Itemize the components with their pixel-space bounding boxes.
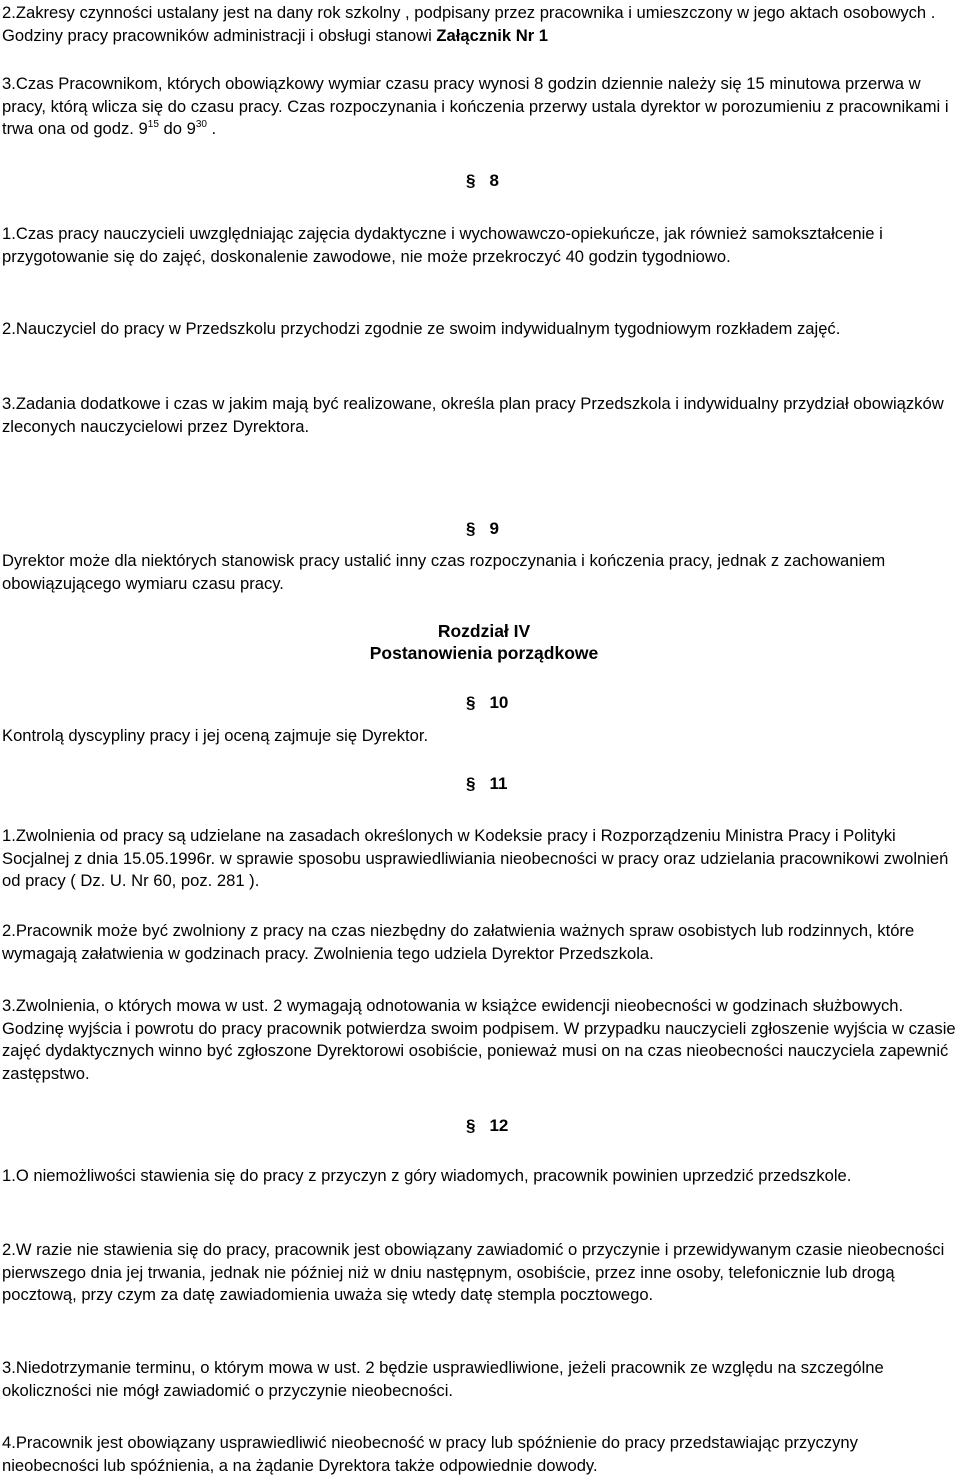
paragraph-text: .	[206, 119, 217, 139]
section-symbol: §	[466, 693, 476, 712]
section-8-paragraph-3: 3.Zadania dodatkowe i czas w jakim mają być realizowane, określa plan pracy Przedszkola i indywidualny przydział obowiązków zleconych nauczycielowi przez Dyrektora.	[2, 394, 944, 436]
section-11-paragraph-1: 1.Zwolnienia od pracy są udzielane na zasadach określonych w Kodeksie pracy i Rozporządzeniu Ministra Pracy i Polityki Socjalnej z dnia 15.05.1996r. w sprawie sposobu usprawiedliwiania nieobecności w pracy oraz udzielania pracownikowi zwolnień od pracy ( Dz. U. Nr 60, poz. 281 ).	[2, 826, 949, 891]
section-12-paragraph-2: 2.W razie nie stawienia się do pracy, pracownik jest obowiązany zawiadomić o przyczynie i przewidywanym czasie nieobecności pierwszego dnia jej trwania, jednak nie później niż w dniu następnym, osobiście, przez inne osoby, telefonicznie lub drogą pocztową, przy czym za datę zawiadomienia uważa się wtedy datę stempla pocztowego.	[2, 1240, 945, 1305]
paragraph-text: do 9	[158, 119, 196, 139]
section-symbol: §	[466, 1116, 476, 1135]
section-heading-12	[466, 1115, 508, 1138]
section-heading-10	[466, 692, 508, 715]
section-8-paragraph-2: 2.Nauczyciel do pracy w Przedszkolu przychodzi zgodnie ze swoim indywidualnym tygodniowym rozkładem zajęć.	[2, 319, 841, 338]
section-symbol: §	[466, 519, 476, 538]
section-10-paragraph: Kontrolą dyscypliny pracy i jej oceną zajmuje się Dyrektor.	[2, 726, 429, 745]
section-12-paragraph-3: 3.Niedotrzymanie terminu, o którym mowa w ust. 2 będzie usprawiedliwione, jeżeli pracownik ze względu na szczególne okoliczności nie mógł zawiadomić o przyczynie nieobecności.	[2, 1358, 884, 1400]
section-9-paragraph: Dyrektor może dla niektórych stanowisk pracy ustalić inny czas rozpoczynania i kończenia pracy, jednak z zachowaniem obowiązującego wymiaru czasu pracy.	[2, 551, 886, 593]
paragraph-3-break-time	[2, 73, 958, 141]
section-symbol: §	[466, 774, 476, 793]
section-heading-8	[466, 170, 499, 193]
section-heading-11	[466, 773, 507, 796]
superscript-minutes: 15	[147, 119, 159, 131]
section-11-paragraph-2: 2.Pracownik może być zwolniony z pracy na czas niezbędny do załatwienia ważnych spraw osobistych lub rodzinnych, które wymagają załatwienia w godzinach pracy. Zwolnienia tego udziela Dyrektor Przedszkola.	[2, 921, 915, 963]
paragraph-text: 3.Czas Pracownikom, których obowiązkowy wymiar czasu pracy wynosi 8 godzin dziennie należy się 15 minutowa przerwa w pracy, którą wlicza się do czasu pracy. Czas rozpoczynania i kończenia przerwy ustala dyrektor w porozumieniu z pracownikami i trwa ona od godz. 9	[2, 74, 949, 139]
section-12-paragraph-1: 1.O niemożliwości stawienia się do pracy z przyczyn z góry wiadomych, pracownik powinien uprzedzić przedszkole.	[2, 1166, 852, 1185]
attachment-reference: Załącznik Nr 1	[436, 25, 548, 45]
section-number: 10	[489, 693, 509, 712]
section-number: 11	[489, 774, 508, 793]
section-symbol: §	[466, 171, 476, 190]
section-12-paragraph-4: 4.Pracownik jest obowiązany usprawiedliwić nieobecność w pracy lub spóźnienie do pracy przedstawiając przyczyny nieobecności lub spóźnienia, a na żądanie Dyrektora także odpowiednie dowody.	[2, 1433, 858, 1475]
section-number: 12	[489, 1116, 509, 1135]
superscript-minutes: 30	[195, 119, 207, 131]
chapter-title: Rozdział IV	[437, 621, 531, 641]
section-11-paragraph-3: 3.Zwolnienia, o których mowa w ust. 2 wymagają odnotowania w książce ewidencji nieobecności w godzinach służbowych. Godzinę wyjścia i powrotu do pracy pracownik potwierdza swoim podpisem. W przypadku nauczycieli zgłoszenie wyjścia w czasie zajęć dydaktycznych winno być zgłoszone Dyrektorowi osobiście, ponieważ musi on na czas nieobecności nauczyciela zapewnić zastępstwo.	[2, 996, 956, 1083]
section-number: 8	[489, 171, 499, 190]
chapter-subtitle: Postanowienia porządkowe	[369, 643, 599, 663]
section-8-paragraph-1: 1.Czas pracy nauczycieli uwzględniając zajęcia dydaktyczne i wychowawczo-opiekuńcze, jak również samokształcenie i przygotowanie się do zajęć, doskonalenie zawodowe, nie może przekroczyć 40 godzin tygodniowo.	[2, 224, 883, 266]
paragraph-2-scope-of-duties	[2, 2, 958, 47]
section-heading-9	[466, 518, 499, 541]
section-number: 9	[489, 519, 499, 538]
paragraph-text: 2.Zakresy czynności ustalany jest na dany rok szkolny , podpisany przez pracownika i umieszczony w jego aktach osobowych . Godziny pracy pracowników administracji i obsługi stanowi	[2, 3, 936, 45]
